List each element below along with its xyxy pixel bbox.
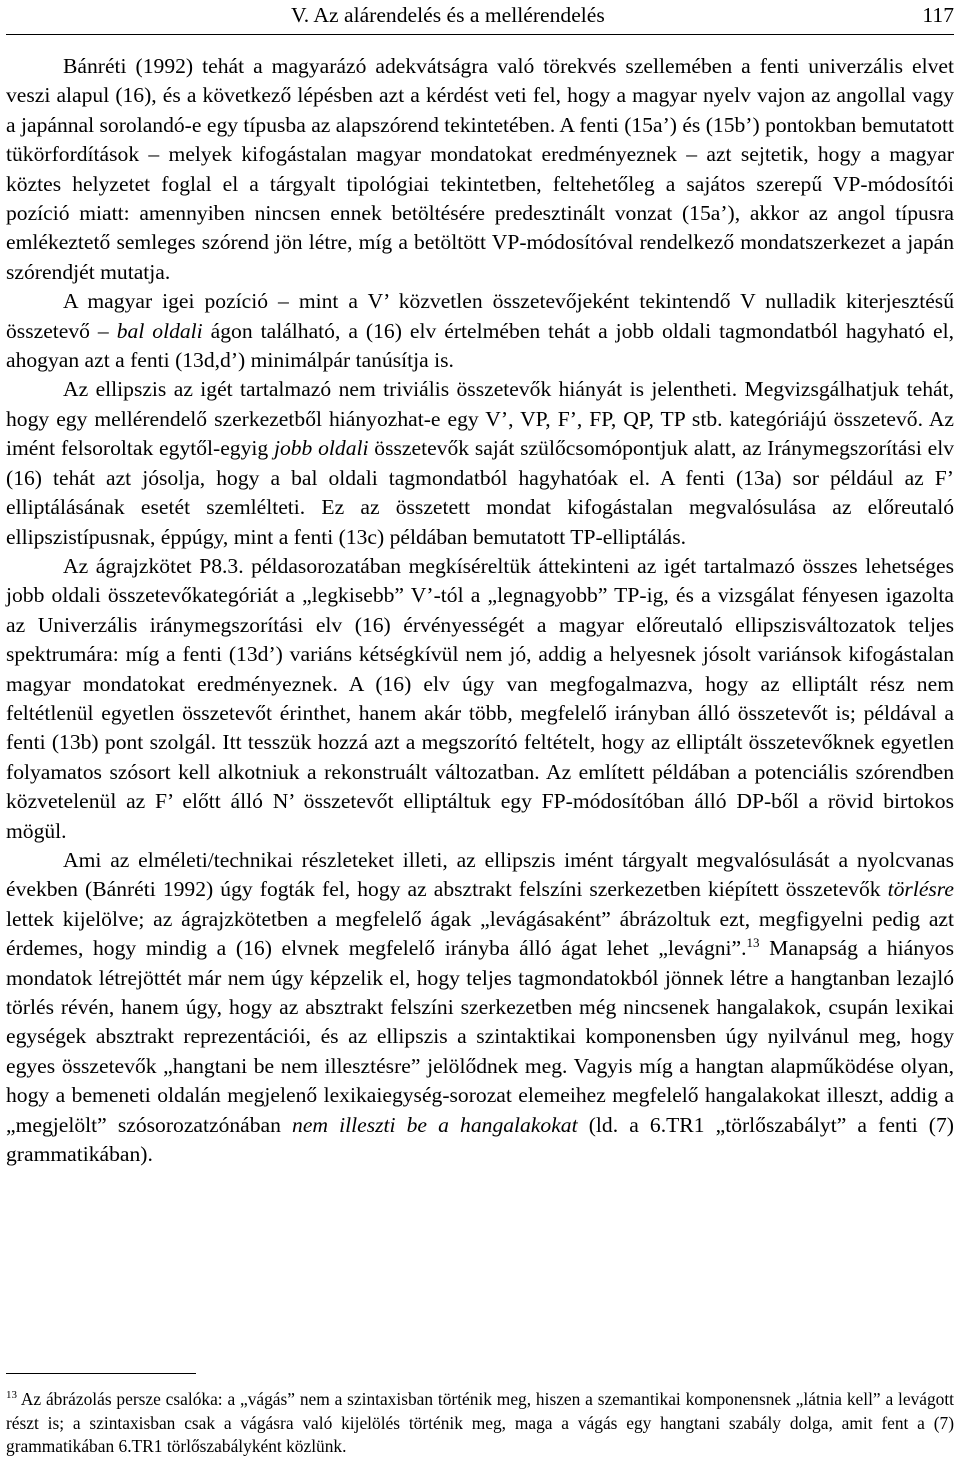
paragraph (6, 375, 954, 551)
paragraph-text: A magyar igei pozíció – mint a V’ közvetlen összetevőjeként tekintendő V nulladik kiterjesztésű összetevő – (6, 289, 954, 343)
chapter-title: V. Az alárendelés és a mellérendelés (291, 3, 605, 27)
italic-text: bal oldali (116, 318, 203, 343)
paragraph (6, 52, 954, 287)
paragraph-text: Az ágrajzkötet P8.3. példasorozatában megkíséreltük áttekinteni az igét tartalmazó összes lehetséges jobb oldali összetevőkategóriát a „legkisebb” V’-tól a „legnagyobb” TP-ig, és a vizsgálat fényesen igazolta az Univerzális iránymegszorítási elv (16) érvényességét a magyar előreutaló ellipszisváltozatok teljes spektrumára: míg a fenti (13d’) variáns kétségkívül nem jó, addig a helyesnek jósolt variánsok kifogástalan magyar mondatokat eredményeznek. A (16) elv úgy van megfogalmazva, hogy az elliptált rész nem feltétlenül egyetlen összetevőt érinthet, hanem akár több, megfelelő irányban álló összetevőt is; példával a fenti (13b) pont szolgál. Itt tesszük hozzá azt a megszorító feltételt, hogy az elliptált összetevőknek egyetlen folyamatos szósort kell alkotniuk a rekonstruált változatban. Az említett példában a potenciális szórendben közvetelenül az F’ előtt álló N’ összetevőt elliptáltuk egy FP-módosítóban álló DP-ből a rövid birtokos mögül. (6, 553, 954, 843)
footnote-text: Az ábrázolás persze csalóka: a „vágás” nem a szintaxisban történik meg, hiszen a szemantikai komponensnek „látnia kell” a levágott részt is; a szintaxisban csak a vágásra való kijelölés történik meg, maga a vágás egy hangtani szabály dolga, amit fent a (7) grammatikában 6.TR1 törlőszabályként közlünk. (6, 1389, 955, 1457)
paragraph (6, 846, 954, 1169)
paragraph-text: (ld. a 6.TR1 „törlőszabályt” a fenti (7) grammatikában). (6, 1112, 954, 1167)
footnote-divider (6, 1373, 196, 1374)
footnote (6, 1388, 954, 1459)
paragraph (6, 287, 954, 375)
header-divider (6, 34, 954, 35)
italic-text: nem illeszti be a hangalakokat (292, 1112, 578, 1137)
body-text (6, 52, 954, 1169)
book-page (6, 0, 955, 1457)
footnote-number: 13 (6, 1389, 17, 1401)
running-header (6, 0, 954, 30)
paragraph-text: lettek kijelölve; az ágrajzkötetben a megfelelő ágak „levágásaként” ábrázoltuk ezt, megfigyelni pedig azt érdemes, hogy mindig a (16) elvnek megfelelő irányba álló ágat lehet „levágni”. (6, 906, 954, 961)
italic-text: törlésre (887, 877, 954, 902)
paragraph-text: összetevők saját szülőcsomópontjuk alatt, az Iránymegszorítási elv (16) tehát azt jósolja, hogy a bal oldali tagmondatból hagyhatóak el. A fenti (13a) sor például az F’ elliptálásának esetét szemlélteti. Ez az összetett mondat kifogástalan megvalósulása az előreutaló ellipszistípusnak, éppúgy, mint a fenti (13c) példában bemutatott TP-elliptálás. (6, 436, 954, 549)
paragraph-text: Manapság a hiányos mondatok létrejöttét már nem úgy képzelik el, hogy teljes tagmondatokból jönnek létre a hangtanban lezajló törlés révén, hanem úgy, hogy az absztrakt felszíni szerkezetben még nincsenek hangalakok, csupán lexikai egységek absztrakt reprezentációi, és az ellipszis a szintaktikai komponensben úgy nyilvánul meg, hogy egyes összetevők „hangtani be nem illesztésre” jelölődnek meg. Vagyis míg a hangtan alapműködése olyan, hogy a bemeneti oldalán megjelenő lexikaiegység-sorozat elemeihez megfelelő hangalakokat illeszt, addig a „megjelölt” szósorozatzónában (6, 936, 954, 1137)
paragraph-text: Az ellipszis az igét tartalmazó nem triviális összetevők hiányát is jelentheti. Megvizsgálhatjuk tehát, hogy egy mellérendelő szerkezetből hiányozhat-e egy V’, VP, F’, FP, QP, TP stb. kategóriájú összetevő. Az imént felsoroltak egytől-egyig (6, 377, 954, 461)
paragraph-text: Bánréti (1992) tehát a magyarázó adekvátságra való törekvés szellemében a fenti univerzális elvet veszi alapul (16), és a következő lépésben azt a kérdést veti fel, hogy a magyar nyelv vajon az angollal vagy a japánnal sorolandó-e egy típusba az alapszórend tekintetében. A fenti (15a’) és (15b’) pontokban bemutatott tükörfordítások – melyek kifogástalan magyar mondatokat eredményeznek – azt sejtetik, hogy a magyar köztes helyzetet foglal el a tárgyalt tipológiai tekintetben, feltehetőleg a sajátos szerepű VP-módosítói pozíció miatt: amennyiben nincsen ennek betöltésére predesztinált vonzat (15a’), akkor az angol típusra emlékeztető semleges szórend jön létre, míg a betöltött VP-módosítóval rendelkező mondatszerkezet a japán szórendjét mutatja. (6, 54, 955, 284)
footnote-reference: 13 (746, 935, 760, 951)
page-number: 117 (922, 3, 954, 27)
italic-text: jobb oldali (273, 436, 369, 461)
paragraph (6, 552, 954, 846)
paragraph-text: ágon található, a (16) elv értelmében tehát a jobb oldali tagmondatból hagyható el, ahogyan azt a fenti (13d,d’) minimálpár tanúsítja is. (6, 318, 955, 373)
paragraph-text: Ami az elméleti/technikai részleteket illeti, az ellipszis imént tárgyalt megvalósulását a nyolcvanas években (Bánréti 1992) úgy fogták fel, hogy az absztrakt felszíni szerkezetben kiépített összetevők (6, 847, 954, 902)
